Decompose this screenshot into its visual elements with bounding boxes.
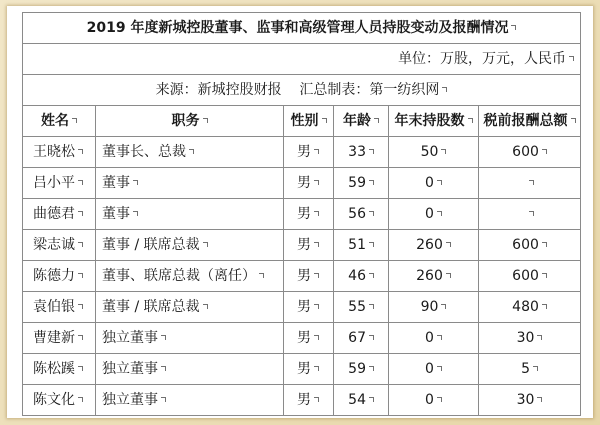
header-position: 职务 (96, 106, 284, 137)
header-shares: 年末持股数 (389, 106, 479, 137)
header-name: 姓名 (23, 106, 96, 137)
cell-name: 王晓松 (23, 137, 96, 168)
table-title: 2019 年度新城控股董事、监事和高级管理人员持股变动及报酬情况 (23, 13, 581, 44)
cell-age: 59 (334, 354, 389, 385)
cell-name: 陈文化 (23, 385, 96, 416)
table-row (23, 199, 581, 230)
cell-name: 袁伯银 (23, 292, 96, 323)
cell-gender: 男 (284, 137, 334, 168)
cell-shares: 260 (389, 230, 479, 261)
cell-position: 董事、联席总裁（离任） (96, 261, 284, 292)
title-row (23, 13, 581, 44)
header-gender: 性别 (284, 106, 334, 137)
cell-gender: 男 (284, 385, 334, 416)
cell-gender: 男 (284, 354, 334, 385)
table-row (23, 261, 581, 292)
cell-position: 董事 / 联席总裁 (96, 230, 284, 261)
source-note: 来源：新城控股财报 汇总制表：第一纺织网 (23, 75, 581, 106)
cell-shares: 0 (389, 199, 479, 230)
source-row (23, 75, 581, 106)
header-pay: 税前报酬总额 (479, 106, 581, 137)
table-row (23, 385, 581, 416)
cell-pay: 600 (479, 230, 581, 261)
cell-shares: 0 (389, 323, 479, 354)
table-row (23, 292, 581, 323)
table-row (23, 137, 581, 168)
cell-name: 吕小平 (23, 168, 96, 199)
cell-age: 59 (334, 168, 389, 199)
cell-age: 55 (334, 292, 389, 323)
cell-pay: 30 (479, 385, 581, 416)
header-age: 年龄 (334, 106, 389, 137)
cell-age: 51 (334, 230, 389, 261)
cell-position: 独立董事 (96, 354, 284, 385)
cell-position: 董事长、总裁 (96, 137, 284, 168)
table-row (23, 168, 581, 199)
cell-gender: 男 (284, 168, 334, 199)
cell-gender: 男 (284, 292, 334, 323)
cell-gender: 男 (284, 261, 334, 292)
header-row (23, 106, 581, 137)
cell-shares: 90 (389, 292, 479, 323)
cell-shares: 50 (389, 137, 479, 168)
cell-pay: 480 (479, 292, 581, 323)
cell-name: 梁志诚 (23, 230, 96, 261)
cell-pay (479, 199, 581, 230)
cell-gender: 男 (284, 199, 334, 230)
cell-pay: 600 (479, 137, 581, 168)
cell-gender: 男 (284, 323, 334, 354)
unit-row (23, 44, 581, 75)
cell-name: 曲德君 (23, 199, 96, 230)
cell-pay (479, 168, 581, 199)
cell-age: 56 (334, 199, 389, 230)
cell-position: 独立董事 (96, 323, 284, 354)
cell-position: 董事 (96, 199, 284, 230)
cell-gender: 男 (284, 230, 334, 261)
cell-age: 54 (334, 385, 389, 416)
cell-position: 董事 / 联席总裁 (96, 292, 284, 323)
document-page (7, 6, 593, 418)
cell-shares: 0 (389, 354, 479, 385)
cell-age: 33 (334, 137, 389, 168)
cell-pay: 30 (479, 323, 581, 354)
cell-age: 67 (334, 323, 389, 354)
unit-note: 单位：万股，万元，人民币 (23, 44, 581, 75)
cell-position: 董事 (96, 168, 284, 199)
table-row (23, 230, 581, 261)
table-row (23, 323, 581, 354)
cell-age: 46 (334, 261, 389, 292)
cell-name: 曹建新 (23, 323, 96, 354)
cell-position: 独立董事 (96, 385, 284, 416)
cell-shares: 260 (389, 261, 479, 292)
cell-name: 陈德力 (23, 261, 96, 292)
cell-pay: 600 (479, 261, 581, 292)
cell-pay: 5 (479, 354, 581, 385)
shareholding-table (22, 12, 581, 416)
cell-shares: 0 (389, 385, 479, 416)
cell-shares: 0 (389, 168, 479, 199)
table-row (23, 354, 581, 385)
cell-name: 陈松蹊 (23, 354, 96, 385)
